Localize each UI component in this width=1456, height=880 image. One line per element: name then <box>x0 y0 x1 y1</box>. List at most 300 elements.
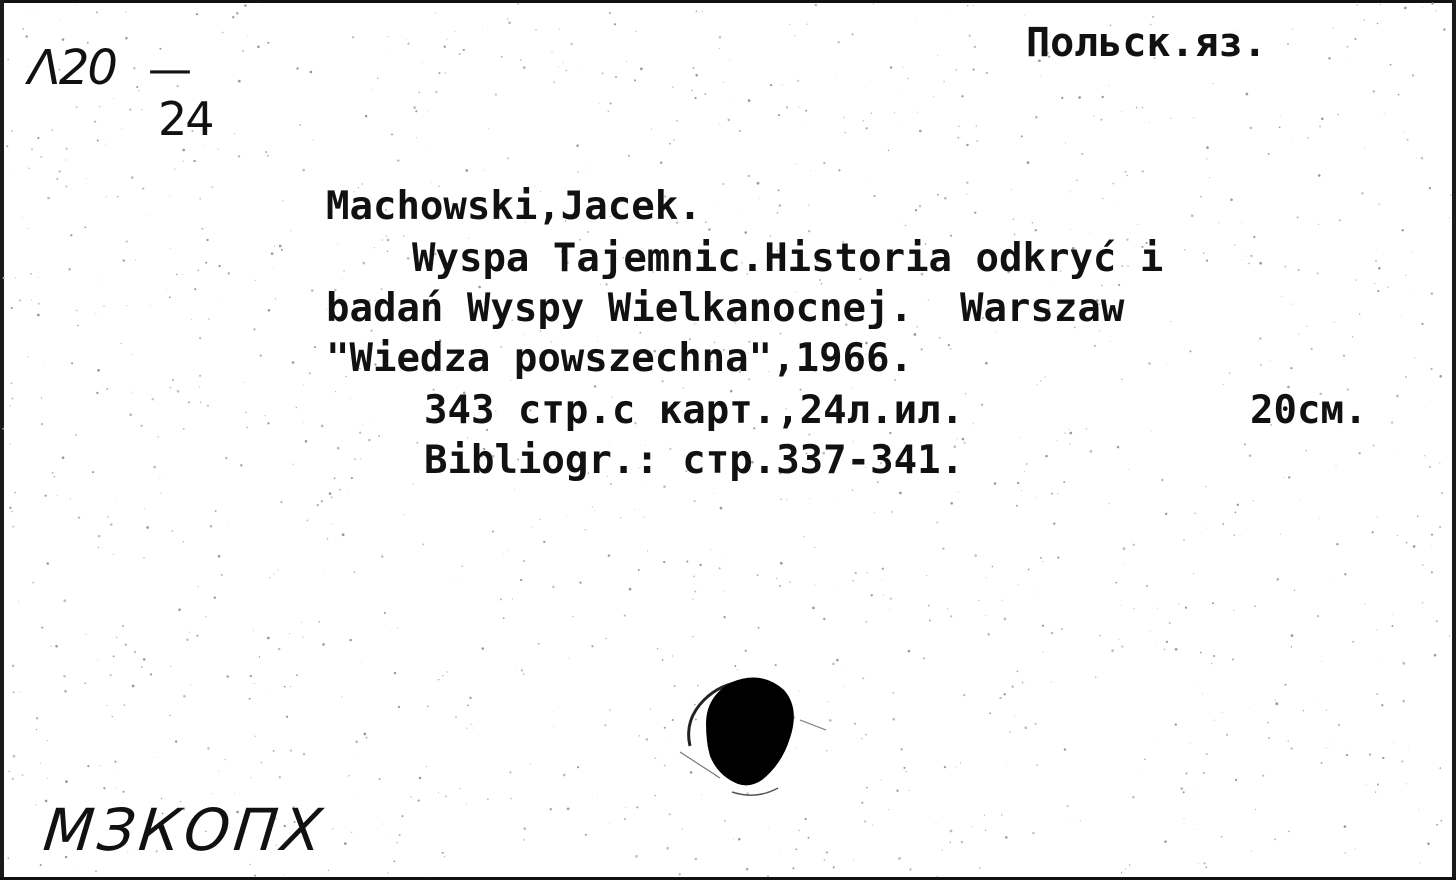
paper-speck <box>950 615 952 617</box>
paper-speck <box>720 507 723 510</box>
paper-speck <box>1414 357 1415 358</box>
paper-speck <box>398 834 400 836</box>
paper-speck <box>1051 681 1052 682</box>
paper-speck <box>854 723 856 725</box>
paper-speck <box>1402 662 1405 665</box>
paper-speck <box>151 395 152 396</box>
paper-speck <box>1244 443 1246 445</box>
paper-speck <box>1222 712 1223 713</box>
paper-speck <box>1024 471 1025 472</box>
paper-speck <box>981 403 983 405</box>
paper-speck <box>75 434 77 436</box>
paper-speck <box>1364 603 1365 604</box>
paper-speck <box>1326 710 1327 711</box>
paper-speck <box>1318 224 1319 225</box>
paper-speck <box>84 227 86 229</box>
paper-speck <box>427 706 429 708</box>
entry-collation-size: 20см. <box>1250 388 1368 433</box>
paper-speck <box>398 706 400 708</box>
paper-speck <box>894 112 895 113</box>
paper-speck <box>733 839 734 840</box>
paper-speck <box>974 554 977 557</box>
paper-speck <box>269 577 270 578</box>
paper-speck <box>95 313 96 314</box>
paper-speck <box>693 500 695 502</box>
paper-speck <box>1361 317 1362 318</box>
paper-speck <box>422 62 423 63</box>
paper-speck <box>861 801 863 803</box>
paper-speck <box>1221 836 1222 837</box>
paper-speck <box>1380 4 1381 5</box>
paper-speck <box>608 554 610 556</box>
paper-speck <box>152 398 154 400</box>
call-number-top: Λ20 <box>28 40 116 96</box>
paper-speck <box>523 673 525 675</box>
paper-speck <box>852 34 854 36</box>
paper-speck <box>382 240 383 241</box>
paper-speck <box>625 807 626 808</box>
paper-speck <box>1095 677 1096 678</box>
paper-speck <box>1157 608 1158 609</box>
paper-speck <box>853 859 854 860</box>
paper-speck <box>1061 97 1063 99</box>
paper-speck <box>1005 836 1008 839</box>
paper-speck <box>920 348 922 350</box>
paper-speck <box>309 373 311 375</box>
paper-speck <box>1381 704 1383 706</box>
paper-speck <box>402 815 404 817</box>
paper-speck <box>206 239 208 241</box>
paper-speck <box>614 23 616 25</box>
paper-speck <box>1142 107 1143 108</box>
paper-speck <box>331 496 333 498</box>
paper-speck <box>11 397 13 399</box>
paper-speck <box>531 527 532 528</box>
paper-speck <box>1101 96 1103 98</box>
paper-speck <box>129 109 131 111</box>
paper-speck <box>978 600 979 601</box>
paper-speck <box>43 364 44 365</box>
paper-speck <box>599 103 600 104</box>
paper-speck <box>107 705 108 706</box>
paper-speck <box>695 858 698 861</box>
paper-speck <box>124 704 125 705</box>
paper-speck <box>360 458 361 459</box>
paper-speck <box>75 864 76 865</box>
paper-speck <box>1290 367 1292 369</box>
paper-speck <box>273 750 275 752</box>
paper-speck <box>242 50 244 52</box>
paper-speck <box>1043 651 1044 652</box>
paper-speck <box>1393 614 1394 615</box>
paper-speck <box>1078 96 1081 99</box>
paper-speck <box>1057 557 1059 559</box>
paper-speck <box>1375 791 1376 792</box>
paper-speck <box>495 94 497 96</box>
paper-speck <box>1056 440 1057 441</box>
paper-speck <box>591 645 593 647</box>
paper-speck <box>714 493 715 494</box>
paper-speck <box>984 815 985 816</box>
paper-speck <box>833 866 835 868</box>
paper-speck <box>362 425 363 426</box>
paper-speck <box>170 248 171 249</box>
paper-speck <box>597 796 598 797</box>
paper-speck <box>13 172 14 173</box>
paper-speck <box>1134 608 1135 609</box>
paper-speck <box>344 842 347 845</box>
paper-speck <box>382 824 383 825</box>
paper-speck <box>257 45 260 48</box>
paper-speck <box>1211 663 1212 664</box>
paper-speck <box>1024 15 1025 16</box>
paper-speck <box>1430 292 1433 295</box>
paper-speck <box>891 511 892 512</box>
paper-speck <box>183 428 185 430</box>
paper-speck <box>745 649 748 652</box>
paper-speck <box>833 588 834 589</box>
paper-speck <box>132 392 133 393</box>
paper-speck <box>1259 337 1261 339</box>
paper-speck <box>806 23 807 24</box>
paper-speck <box>1081 153 1083 155</box>
paper-speck <box>1344 825 1347 828</box>
paper-speck <box>351 832 352 833</box>
paper-speck <box>963 694 965 696</box>
paper-speck <box>36 717 39 720</box>
paper-speck <box>1110 341 1111 342</box>
paper-speck <box>1070 191 1071 192</box>
paper-speck <box>218 149 219 150</box>
paper-speck <box>986 72 988 74</box>
paper-speck <box>530 764 531 765</box>
paper-speck <box>442 852 444 854</box>
paper-speck <box>337 447 340 450</box>
paper-speck <box>660 161 662 163</box>
paper-speck <box>222 32 224 34</box>
paper-speck <box>1357 4 1359 6</box>
paper-speck <box>1151 431 1152 432</box>
paper-speck <box>387 251 388 252</box>
paper-speck <box>890 610 891 611</box>
paper-speck <box>172 379 174 381</box>
paper-speck <box>994 482 997 485</box>
paper-speck <box>1424 455 1425 456</box>
paper-speck <box>805 818 807 820</box>
paper-speck <box>730 59 731 60</box>
paper-speck <box>68 268 71 271</box>
paper-speck <box>1132 541 1133 542</box>
paper-speck <box>919 205 921 207</box>
paper-speck <box>1429 466 1431 468</box>
paper-speck <box>1346 58 1347 59</box>
paper-speck <box>650 708 651 709</box>
paper-speck <box>1094 345 1096 347</box>
paper-speck <box>523 66 525 68</box>
paper-speck <box>579 581 581 583</box>
paper-speck <box>183 541 185 543</box>
paper-speck <box>714 203 715 204</box>
paper-speck <box>563 774 566 777</box>
paper-speck <box>724 820 726 822</box>
paper-speck <box>1229 372 1231 374</box>
paper-speck <box>866 787 868 789</box>
paper-speck <box>1067 817 1068 818</box>
paper-speck <box>97 139 99 141</box>
paper-speck <box>154 757 155 758</box>
paper-speck <box>1352 641 1354 643</box>
paper-speck <box>864 820 866 822</box>
paper-speck <box>795 163 796 164</box>
paper-speck <box>445 72 446 73</box>
paper-speck <box>798 107 799 108</box>
paper-speck <box>1232 658 1234 660</box>
paper-speck <box>1195 829 1196 830</box>
paper-speck <box>543 541 545 543</box>
paper-speck <box>605 638 607 640</box>
paper-speck <box>550 808 552 810</box>
paper-speck <box>615 76 617 78</box>
paper-speck <box>208 318 210 320</box>
paper-speck <box>47 778 48 779</box>
paper-speck <box>355 740 358 743</box>
paper-speck <box>269 690 270 691</box>
paper-speck <box>1294 590 1295 591</box>
paper-speck <box>341 278 342 279</box>
paper-speck <box>1417 515 1418 516</box>
paper-speck <box>1317 272 1319 274</box>
paper-speck <box>1280 115 1281 116</box>
paper-speck <box>1054 282 1055 283</box>
paper-speck <box>1332 28 1333 29</box>
paper-speck <box>335 391 336 392</box>
paper-speck <box>277 569 278 570</box>
paper-speck <box>98 535 101 538</box>
paper-speck <box>1013 219 1015 221</box>
paper-speck <box>888 809 889 810</box>
paper-speck <box>810 171 811 172</box>
paper-speck <box>1036 497 1037 498</box>
paper-speck <box>199 387 200 388</box>
paper-speck <box>973 69 975 71</box>
paper-speck <box>386 236 387 237</box>
paper-speck <box>1249 708 1250 709</box>
paper-speck <box>628 155 630 157</box>
paper-speck <box>1366 784 1367 785</box>
paper-speck <box>1279 126 1281 128</box>
paper-speck <box>435 13 436 14</box>
paper-speck <box>116 498 117 499</box>
paper-speck <box>415 110 417 112</box>
paper-speck <box>898 857 901 860</box>
paper-speck <box>273 268 274 269</box>
paper-speck <box>805 110 807 112</box>
paper-speck <box>153 466 156 469</box>
paper-speck <box>808 204 809 205</box>
paper-speck <box>134 651 136 653</box>
paper-speck <box>1157 646 1158 647</box>
paper-speck <box>271 252 274 255</box>
paper-speck <box>1275 702 1278 705</box>
paper-speck <box>786 499 787 500</box>
paper-speck <box>719 48 720 49</box>
paper-speck <box>140 425 142 427</box>
paper-speck <box>944 197 947 200</box>
paper-speck <box>1418 809 1419 810</box>
paper-speck <box>11 130 12 131</box>
paper-speck <box>672 655 673 656</box>
paper-speck <box>702 11 703 12</box>
paper-speck <box>1394 452 1395 453</box>
entry-author: Machowski,Jacek. <box>326 184 702 229</box>
paper-speck <box>1397 535 1398 536</box>
paper-speck <box>1112 183 1114 185</box>
paper-speck <box>132 685 135 688</box>
paper-speck <box>1421 157 1423 159</box>
paper-speck <box>1270 361 1271 362</box>
paper-speck <box>170 387 172 389</box>
paper-speck <box>1032 832 1034 834</box>
paper-speck <box>1387 286 1389 288</box>
paper-speck <box>1345 751 1346 752</box>
paper-speck <box>411 796 412 797</box>
paper-speck <box>259 656 260 657</box>
paper-speck <box>521 669 523 671</box>
paper-speck <box>1175 648 1178 651</box>
paper-speck <box>1115 582 1117 584</box>
paper-speck <box>268 309 271 312</box>
paper-speck <box>1274 699 1275 700</box>
paper-speck <box>833 498 834 499</box>
paper-speck <box>780 562 783 565</box>
paper-speck <box>1237 504 1239 506</box>
paper-speck <box>1330 744 1331 745</box>
paper-speck <box>353 798 354 799</box>
paper-speck <box>488 128 489 129</box>
paper-speck <box>384 612 386 614</box>
paper-speck <box>303 384 304 385</box>
paper-speck <box>482 647 485 650</box>
paper-speck <box>789 581 791 583</box>
paper-speck <box>1404 132 1405 133</box>
paper-speck <box>492 530 494 532</box>
paper-speck <box>969 35 971 37</box>
paper-speck <box>514 489 515 490</box>
paper-speck <box>1035 723 1037 725</box>
paper-speck <box>799 830 801 832</box>
paper-speck <box>70 498 71 499</box>
paper-speck <box>1040 557 1042 559</box>
paper-speck <box>121 128 122 129</box>
paper-speck <box>678 873 681 876</box>
paper-speck <box>1407 139 1409 141</box>
paper-speck <box>183 695 186 698</box>
paper-speck <box>175 740 177 742</box>
paper-speck <box>1020 437 1021 438</box>
paper-speck <box>65 148 67 150</box>
paper-speck <box>247 35 248 36</box>
paper-speck <box>312 139 313 140</box>
paper-speck <box>577 171 579 173</box>
paper-speck <box>694 97 696 99</box>
paper-speck <box>942 849 943 850</box>
paper-speck <box>97 369 100 372</box>
paper-speck <box>1070 444 1071 445</box>
paper-speck <box>719 36 722 39</box>
paper-speck <box>86 178 87 179</box>
paper-speck <box>1290 304 1291 305</box>
paper-speck <box>908 650 911 653</box>
paper-speck <box>989 713 991 715</box>
paper-speck <box>177 390 180 393</box>
paper-speck <box>363 733 366 736</box>
paper-speck <box>539 519 540 520</box>
paper-speck <box>919 130 922 133</box>
paper-speck <box>985 362 988 365</box>
paper-speck <box>1070 229 1071 230</box>
paper-speck <box>397 627 398 628</box>
paper-speck <box>1335 465 1336 466</box>
paper-speck <box>1267 722 1268 723</box>
paper-speck <box>509 771 511 773</box>
paper-speck <box>852 489 854 491</box>
paper-speck <box>55 645 58 648</box>
paper-speck <box>647 550 648 551</box>
paper-speck <box>724 590 725 591</box>
paper-speck <box>803 536 804 537</box>
paper-speck <box>1307 137 1309 139</box>
paper-speck <box>512 599 513 600</box>
paper-speck <box>634 509 635 510</box>
paper-speck <box>639 332 641 334</box>
paper-speck <box>782 84 783 85</box>
paper-speck <box>669 143 671 145</box>
paper-speck <box>71 362 73 364</box>
paper-speck <box>332 828 333 829</box>
paper-speck <box>245 412 247 414</box>
paper-speck <box>407 42 409 44</box>
paper-speck <box>1121 605 1122 606</box>
paper-speck <box>1376 693 1378 695</box>
paper-speck <box>182 161 183 162</box>
paper-speck <box>1369 753 1371 755</box>
paper-speck <box>939 337 941 339</box>
paper-speck <box>950 348 952 350</box>
paper-speck <box>427 148 428 149</box>
paper-speck <box>56 178 58 180</box>
paper-speck <box>41 423 43 425</box>
paper-speck <box>427 111 428 112</box>
paper-speck <box>296 67 298 69</box>
language-note: Польск.яз. <box>1026 20 1267 66</box>
paper-speck <box>779 585 781 587</box>
paper-speck <box>1422 602 1424 604</box>
paper-speck <box>699 564 701 566</box>
paper-speck <box>651 129 652 130</box>
paper-speck <box>280 501 282 503</box>
paper-speck <box>41 627 43 629</box>
paper-speck <box>883 595 884 596</box>
paper-speck <box>600 284 601 285</box>
paper-speck <box>1431 534 1433 536</box>
paper-speck <box>322 643 325 646</box>
paper-speck <box>286 716 288 718</box>
paper-speck <box>456 577 457 578</box>
paper-speck <box>1118 639 1119 640</box>
paper-speck <box>979 867 981 869</box>
paper-speck <box>1016 505 1018 507</box>
paper-speck <box>723 82 724 83</box>
